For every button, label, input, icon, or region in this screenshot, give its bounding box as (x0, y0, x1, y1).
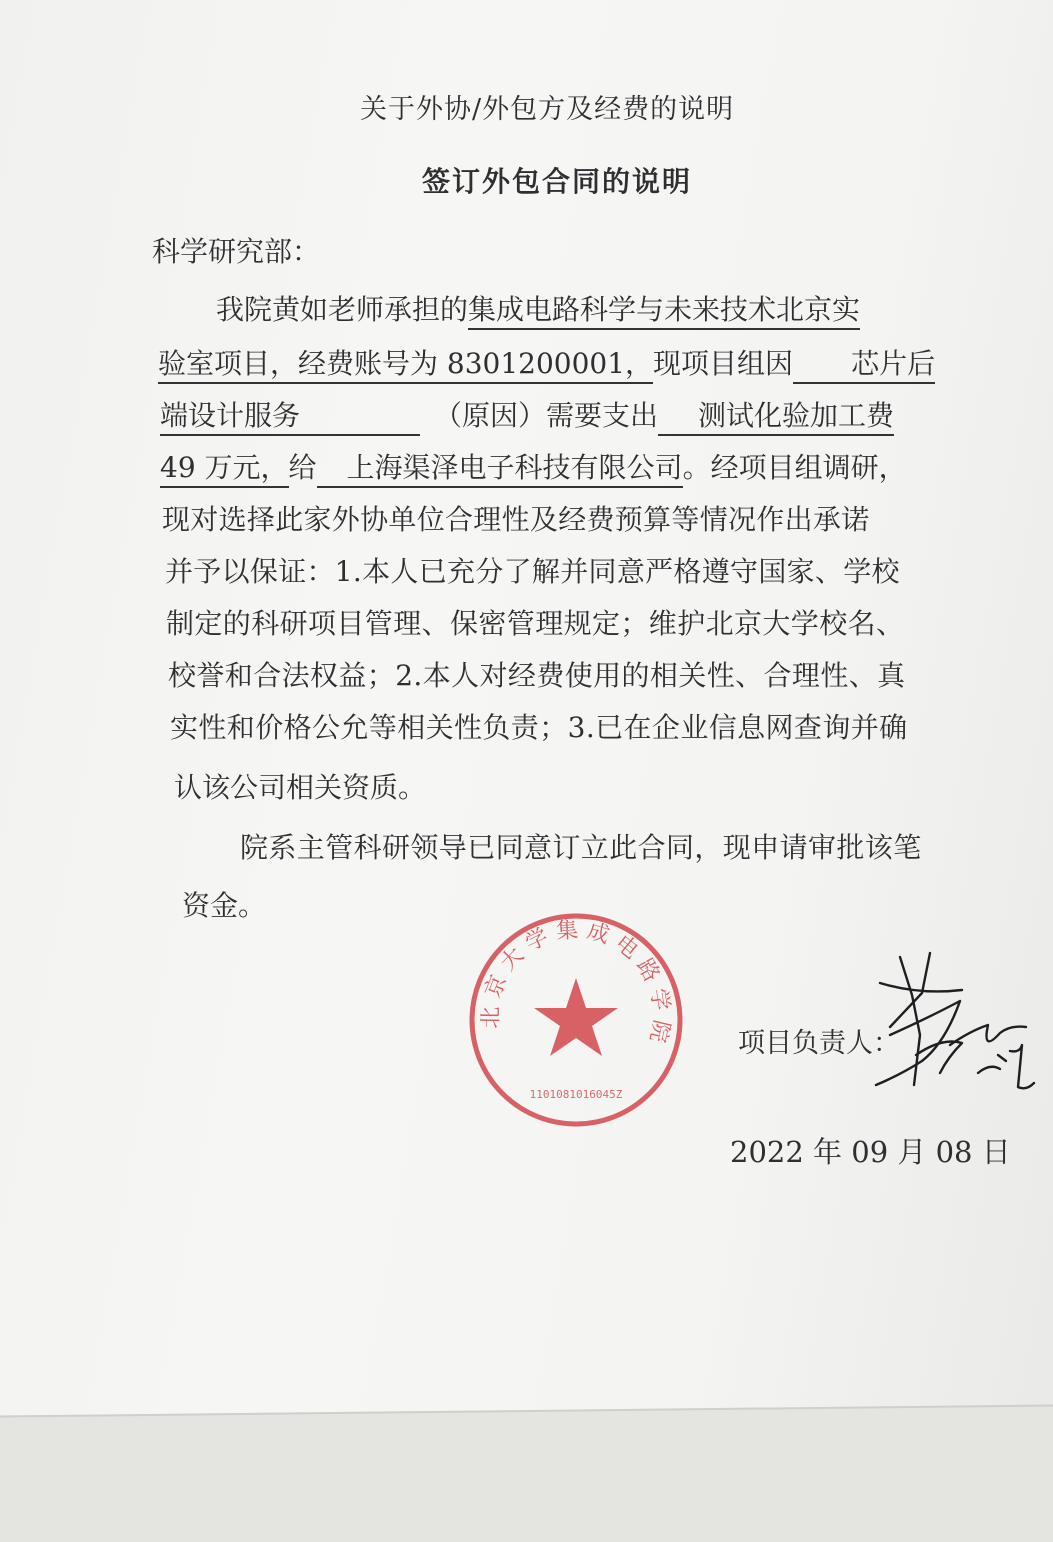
body-line-6: 并予以保证：1.本人已充分了解并同意严格遵守国家、学校 (165, 555, 900, 588)
reason-filled-cont: 端设计服务 (160, 399, 420, 436)
salutation: 科学研究部： (152, 235, 321, 268)
body-text: （原因）需要支出 (434, 399, 659, 432)
body-line-1 (216, 293, 861, 326)
body-line-10: 认该公司相关资质。 (174, 771, 427, 804)
svg-text:1101081016045Z: 1101081016045Z (529, 1088, 623, 1101)
vendor-name-filled: 上海渠泽电子科技有限公司 (317, 451, 683, 488)
seal-star-icon (534, 978, 618, 1056)
body-text: 给 (288, 451, 317, 484)
expense-type-filled: 测试化验加工费 (658, 399, 894, 436)
body-line-3 (160, 399, 895, 432)
signature-label: 项目负责人： (738, 1028, 900, 1059)
page-curl (0, 1404, 1053, 1542)
account-number-filled: 验室项目，经费账号为 8301200001， (158, 347, 653, 384)
body-paragraph-2-line-2: 资金。 (182, 889, 267, 922)
body-text: 。经项目组调研， (682, 451, 907, 484)
official-seal-stamp (466, 910, 686, 1130)
project-name-filled: 集成电路科学与未来技术北京实 (468, 293, 860, 330)
svg-text:北京大学集成电路学院: 北京大学集成电路学院 (478, 917, 675, 1052)
document-date: 2022 年 09 月 08 日 (730, 1135, 1011, 1169)
reason-filled: 芯片后 (793, 347, 935, 384)
body-line-9: 实性和价格公允等相关性负责；3.已在企业信息网查询并确 (170, 711, 908, 744)
body-line-4 (160, 451, 907, 484)
body-text: 现项目组因 (653, 347, 794, 380)
body-line-8: 校誉和合法权益；2.本人对经费使用的相关性、合理性、真 (168, 659, 906, 692)
body-paragraph-2-line-1: 院系主管科研领导已同意订立此合同，现申请审批该笔 (240, 831, 922, 864)
amount-filled: 49 万元， (160, 451, 289, 488)
handwritten-signature (850, 935, 1040, 1105)
body-line-5: 现对选择此家外协单位合理性及经费预算等情况作出承诺 (162, 503, 870, 536)
header-line: 关于外协/外包方及经费的说明 (360, 94, 735, 125)
body-line-7: 制定的科研项目管理、保密管理规定；维护北京大学校名、 (166, 607, 905, 640)
body-line-2 (158, 347, 936, 380)
body-text: 我院黄如老师承担的 (216, 293, 469, 326)
document-title: 签订外包合同的说明 (422, 165, 693, 198)
